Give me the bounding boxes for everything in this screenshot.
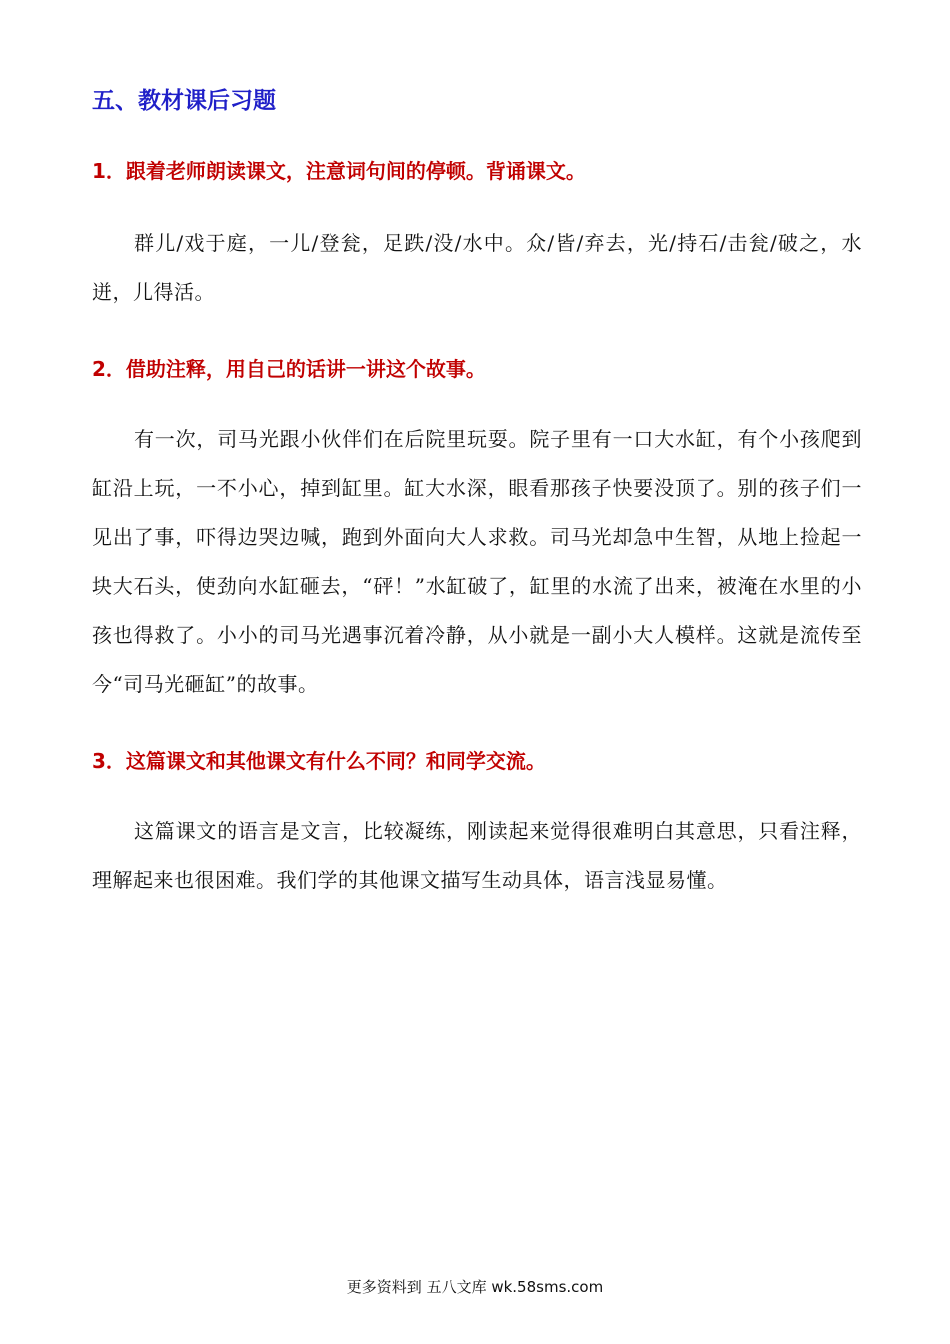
question-2-answer: 有一次，司马光跟小伙伴们在后院里玩耍。院子里有一口大水缸，有个小孩爬到缸沿上玩，一不小心，掉到缸里。缸大水深，眼看那孩子快要没顶了。别的孩子们一见出了事，吓得边哭边喊，跑到外面向大人求救。司马光却急中生智，从地上捡起一块大石头，使劲向水缸砸去，“砰！”水缸破了，缸里的水流了出来，被淹在水里的小孩也得救了。小小的司马光遇事沉着冷静，从小就是一副小大人模样。这就是流传至今“司马光砸缸”的故事。: [92, 427, 862, 696]
question-1-title: 1．跟着老师朗读课文，注意词句间的停顿。背诵课文。: [92, 159, 586, 183]
footer-watermark: 更多资料到 五八文库 wk.58sms.com: [346, 1278, 604, 1296]
section-title: 五、教材课后习题: [92, 88, 276, 114]
question-2-title: 2．借助注释，用自己的话讲一讲这个故事。: [92, 357, 486, 381]
question-3-answer: 这篇课文的语言是文言，比较凝练，刚读起来觉得很难明白其意思，只看注释，理解起来也很困难。我们学的其他课文描写生动具体，语言浅显易懂。: [92, 819, 862, 892]
question-1-answer: 群儿/戏于庭，一儿/登瓮，足跌/没/水中。众/皆/弃去，光/持石/击瓮/破之，水迸，儿得活。: [92, 231, 862, 304]
question-3-title: 3．这篇课文和其他课文有什么不同？和同学交流。: [92, 749, 546, 773]
